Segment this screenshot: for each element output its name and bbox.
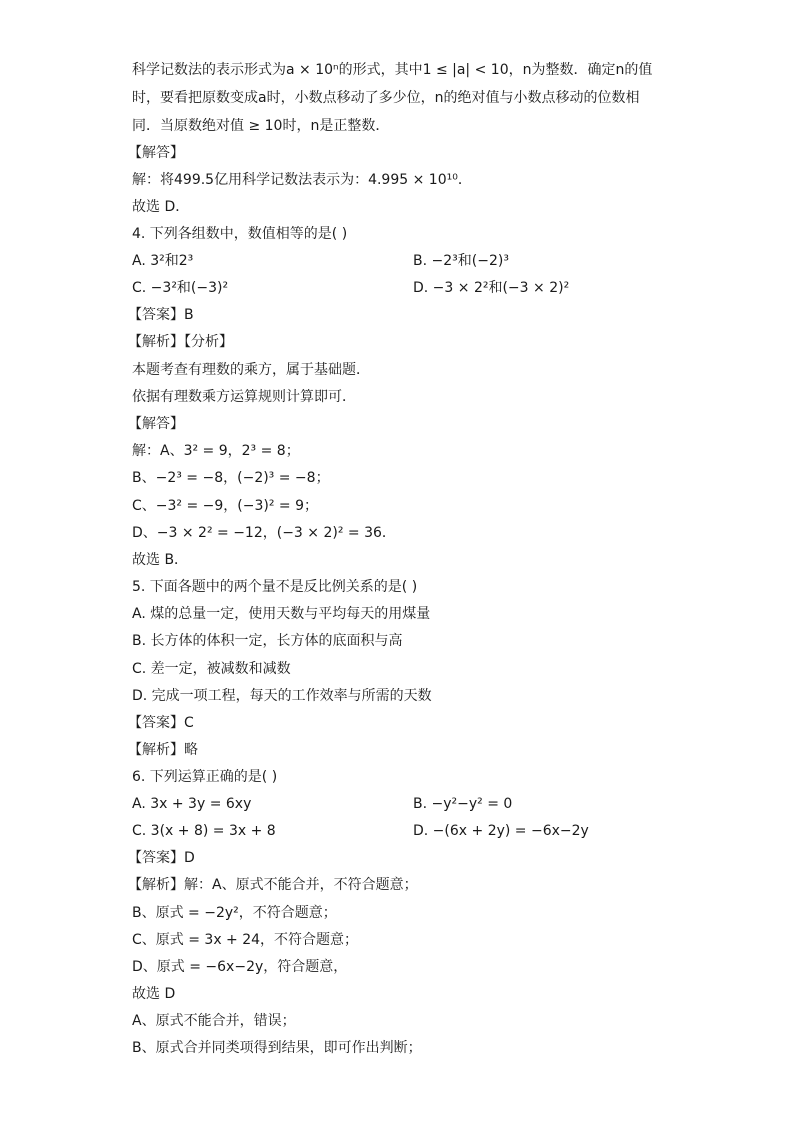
- text-line-l9a: C. −3²和(−3)²: [132, 280, 229, 296]
- text-line-l28b: B. −y²−y² = 0: [413, 796, 513, 812]
- text-line-l4: 【解答】: [128, 145, 184, 161]
- text-line-l8b: B. −2³和(−2)³: [413, 253, 509, 269]
- text-line-l5: 解：将499.5亿用科学记数法表示为：4.995 × 10¹⁰．: [132, 172, 472, 188]
- text-line-l30: 【答案】D: [128, 850, 195, 866]
- text-line-l23: C. 差一定，被减数和减数: [132, 661, 291, 677]
- text-line-l34: D、原式 = −6x−2y，符合题意，: [132, 959, 348, 975]
- text-line-l9b: D. −3 × 2²和(−3 × 2)²: [413, 280, 570, 296]
- text-line-l11: 【解析】【分析】: [128, 334, 233, 350]
- text-line-l25: 【答案】C: [128, 715, 194, 731]
- text-line-l21: A. 煤的总量一定，使用天数与平均每天的用煤量: [132, 606, 431, 622]
- text-line-l20: 5. 下面各题中的两个量不是反比例关系的是( ): [132, 579, 418, 595]
- text-line-l35: 故选 D: [132, 986, 176, 1002]
- text-line-l8a: A. 3²和2³: [132, 253, 194, 269]
- text-line-l28a: A. 3x + 3y = 6xy: [132, 796, 252, 812]
- text-line-l7: 4. 下列各组数中，数值相等的是( ): [132, 226, 348, 242]
- text-line-l18: D、−3 × 2² = −12，(−3 × 2)² = 36．: [132, 525, 396, 541]
- text-line-l24: D. 完成一项工程，每天的工作效率与所需的天数: [132, 688, 432, 704]
- text-line-l2: 时，要看把原数变成a时，小数点移动了多少位，n的绝对值与小数点移动的位数相: [132, 90, 640, 106]
- text-line-l17: C、−3² = −9，(−3)² = 9；: [132, 498, 319, 514]
- text-line-l22: B. 长方体的体积一定，长方体的底面积与高: [132, 633, 403, 649]
- text-line-l27: 6. 下列运算正确的是( ): [132, 769, 278, 785]
- text-line-l29b: D. −(6x + 2y) = −6x−2y: [413, 823, 589, 839]
- text-line-l6: 故选 D．: [132, 199, 190, 215]
- text-line-l33: C、原式 = 3x + 24，不符合题意；: [132, 932, 359, 948]
- text-line-l14: 【解答】: [128, 416, 184, 432]
- text-line-l3: 同．当原数绝对值 ≥ 10时，n是正整数．: [132, 118, 390, 134]
- text-line-l26: 【解析】略: [128, 742, 198, 758]
- text-line-l16: B、−2³ = −8，(−2)³ = −8；: [132, 470, 330, 486]
- text-line-l12: 本题考查有理数的乘方，属于基础题．: [132, 362, 370, 378]
- text-line-l36: A、原式不能合并，错误；: [132, 1013, 296, 1029]
- text-line-l37: B、原式合并同类项得到结果，即可作出判断；: [132, 1040, 422, 1056]
- text-line-l1: 科学记数法的表示形式为a × 10ⁿ的形式，其中1 ≤ |a| < 10，n为整数．确定n的值: [132, 62, 653, 78]
- text-line-l15: 解：A、3² = 9，2³ = 8；: [132, 443, 300, 459]
- text-line-l19: 故选 B．: [132, 552, 189, 568]
- text-line-l13: 依据有理数乘方运算规则计算即可．: [132, 389, 356, 405]
- text-line-l31: 【解析】解：A、原式不能合并，不符合题意；: [128, 877, 418, 893]
- text-line-l29a: C. 3(x + 8) = 3x + 8: [132, 823, 276, 839]
- text-line-l32: B、原式 = −2y²，不符合题意；: [132, 905, 337, 921]
- text-line-l10: 【答案】B: [128, 307, 194, 323]
